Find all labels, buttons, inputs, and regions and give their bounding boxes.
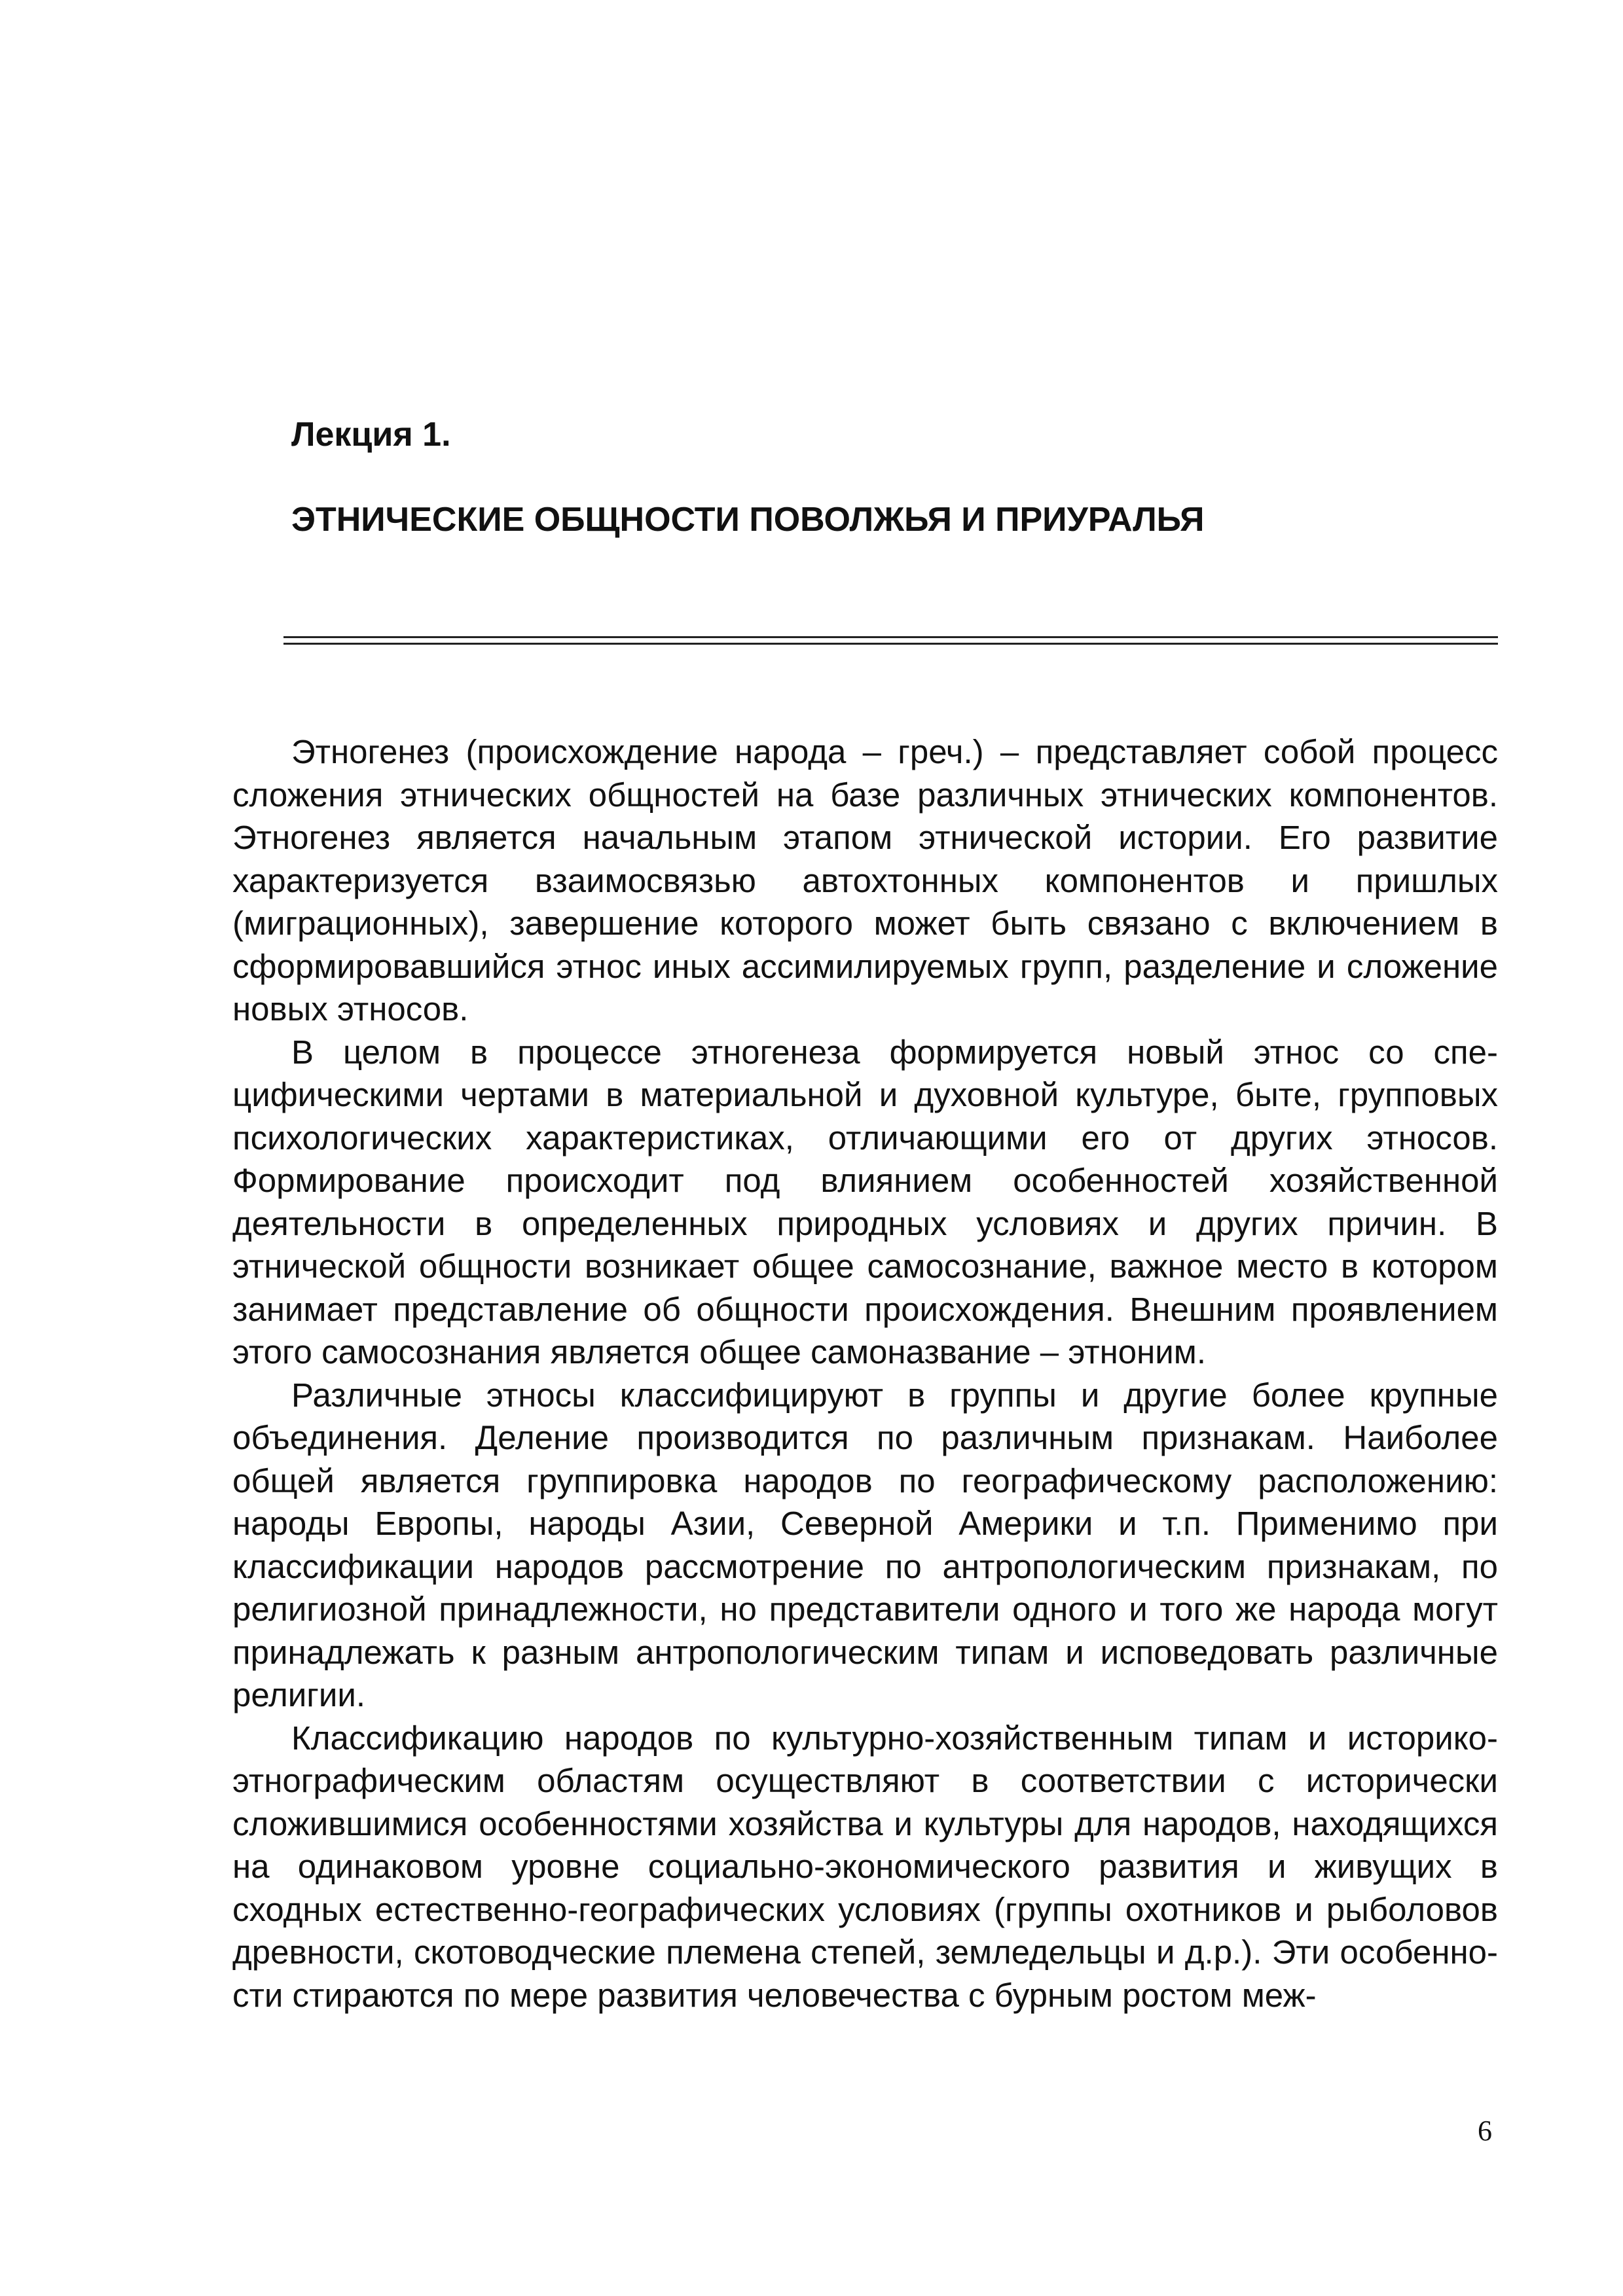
paragraph: Классификацию народов по культурно-хозяйственным типам и историко-этнографическим областям осуществляют в соответствии с исторически сложившимися особенностями хозяйства и культуры для народов, находящихся на одинаковом уровне социально-экономического развития и живущих в сходных естественно-географических условиях (группы охотников и рыболовов древности, скотоводческие племена степей, земледельцы и д.р.). Эти особенности стираются по мере развития человечества с бурным ростом меж-	[232, 1719, 1498, 2014]
lecture-label: Лекция 1.	[291, 416, 451, 454]
title-divider	[283, 636, 1498, 645]
paragraph: В целом в процессе этногенеза формируется новый этнос со специфическими чертами в материальной и духовной культуре, быте, групповых психологических характеристиках, отличающими его от других этносов. Формирование происходит под влиянием особенностей хозяйственной деятельности в определенных природных условиях и других причин. В этнической общности возникает общее самосознание, важное место в котором занимает представление об общности происхождения. Внешним проявлением этого самосознания является общее самоназвание – этноним.	[232, 1033, 1498, 1371]
paragraph: Этногенез (происхождение народа – греч.) – представляет собой процесс сложения этнических общностей на базе различных этнических компонентов. Этногенез является начальным этапом этнической истории. Его развитие характеризуется взаимосвязью автохтонных компонентов и пришлых (миграционных), завершение которого может быть связано с включением в сформировавшийся этнос иных ассимилируемых групп, разделение и сложение новых этносов.	[232, 733, 1498, 1028]
lecture-title: ЭТНИЧЕСКИЕ ОБЩНОСТИ ПОВОЛЖЬЯ И ПРИУРАЛЬЯ	[291, 501, 1205, 539]
page-number: 6	[1478, 2115, 1492, 2147]
paragraph: Различные этносы классифицируют в группы и другие более крупные объединения. Деление производится по различным признакам. Наиболее общей является группировка народов по географическому расположению: народы Европы, народы Азии, Северной Америки и т.п. Применимо при классификации народов рассмотрение по антропологическим признакам, по религиозной принадлежности, но представители одного и того же народа могут принадлежать к разным антропологическим типам и исповедовать различные религии.	[232, 1376, 1498, 1713]
body-text	[232, 730, 1498, 2017]
